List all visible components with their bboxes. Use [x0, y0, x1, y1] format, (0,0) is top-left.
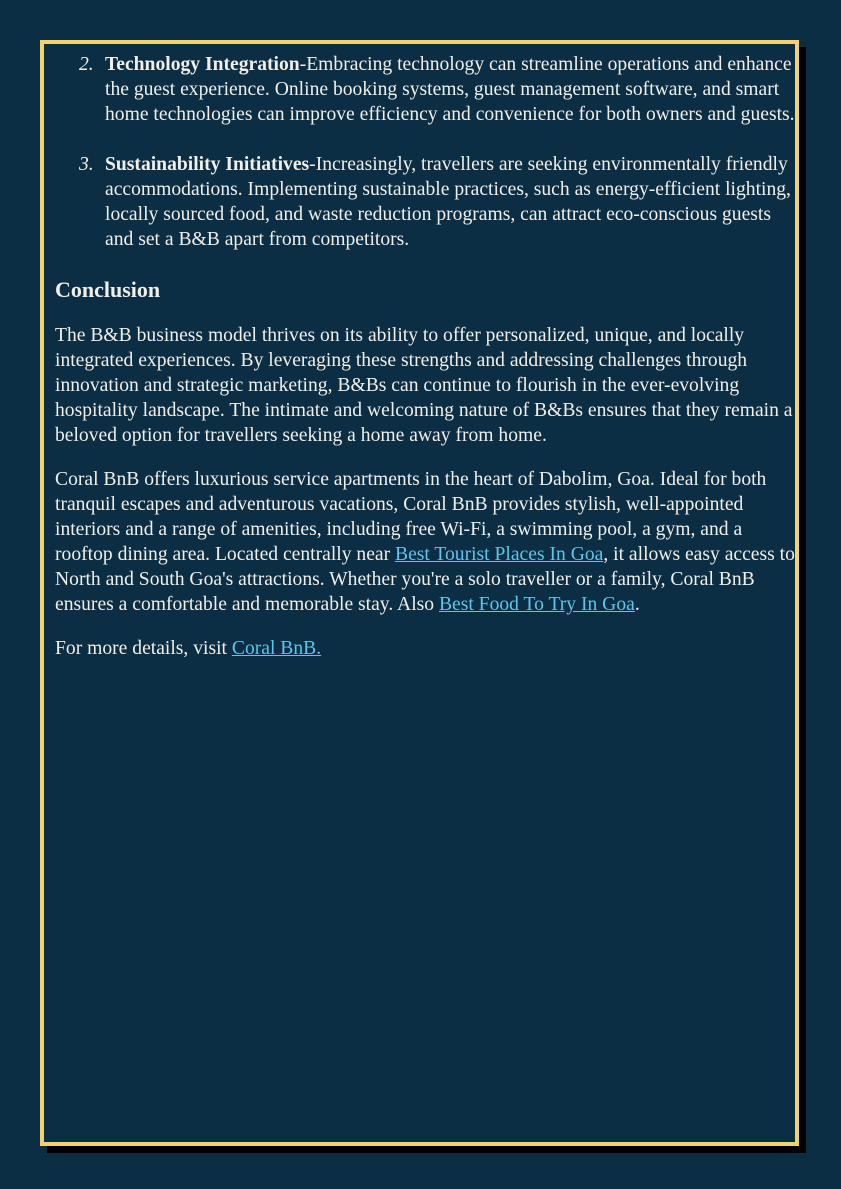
list-item-sustainability-initiatives: [79, 152, 795, 252]
list-item-technology-integration: [79, 52, 795, 127]
list-item-term: Sustainability Initiatives: [105, 154, 310, 175]
conclusion-paragraph-1: The B&B business model thrives on its ability to offer personalized, unique, and locally integrated experiences. By leveraging these strengths and addressing challenges through innovation and strategic marketing, B&Bs can continue to flourish in the ever-evolving hospitality landscape. The intimate and welcoming nature of B&Bs ensures that they remain a beloved option for travellers seeking a home away from home.: [55, 325, 793, 446]
best-tourist-places-link[interactable]: Best Tourist Places In Goa: [395, 544, 604, 565]
conclusion-paragraph-2: [55, 467, 795, 617]
paragraph-text: For more details, visit: [55, 638, 232, 659]
coral-bnb-link[interactable]: Coral BnB.: [231, 638, 322, 659]
list-number: 3.: [79, 154, 94, 175]
list-item-separator: -: [299, 54, 307, 75]
paragraph-text: .: [634, 594, 640, 615]
document-content: [55, 52, 795, 680]
conclusion-paragraph-3: [55, 636, 795, 661]
list-item-term: Technology Integration: [105, 54, 300, 75]
conclusion-heading: Conclusion: [55, 277, 161, 302]
paragraph-text: , it allows easy access to North and South Goa's attractions. Whether you're a solo traveller or a family, Coral BnB ensures a comfortable and memorable stay. Also: [55, 544, 795, 615]
list-number: 2.: [79, 54, 94, 75]
list-item-separator: -: [309, 154, 316, 175]
page-frame: [40, 40, 799, 1146]
list-item-text: Increasingly, travellers are seeking environmentally friendly accommodations. Implementing sustainable practices, such as energy-efficient lighting, locally sourced food, and waste reduction programs, can attract eco-conscious guests and set a B&B apart from competitors.: [105, 154, 791, 250]
numbered-list: [55, 52, 795, 252]
list-item-text: Embracing technology can streamline operations and enhance the guest experience. Online booking systems, guest management software, and smart home technologies can improve efficiency and convenience for both owners and guests.: [105, 54, 795, 125]
paragraph-text: Coral BnB offers luxurious service apartments in the heart of Dabolim, Goa. Ideal for both tranquil escapes and adventurous vacations, Coral BnB provides stylish, well-appointed interiors and a range of amenities, including free Wi-Fi, a swimming pool, a gym, and a rooftop dining area. Located centrally near: [55, 469, 767, 565]
best-food-link[interactable]: Best Food To Try In Goa: [438, 594, 635, 615]
